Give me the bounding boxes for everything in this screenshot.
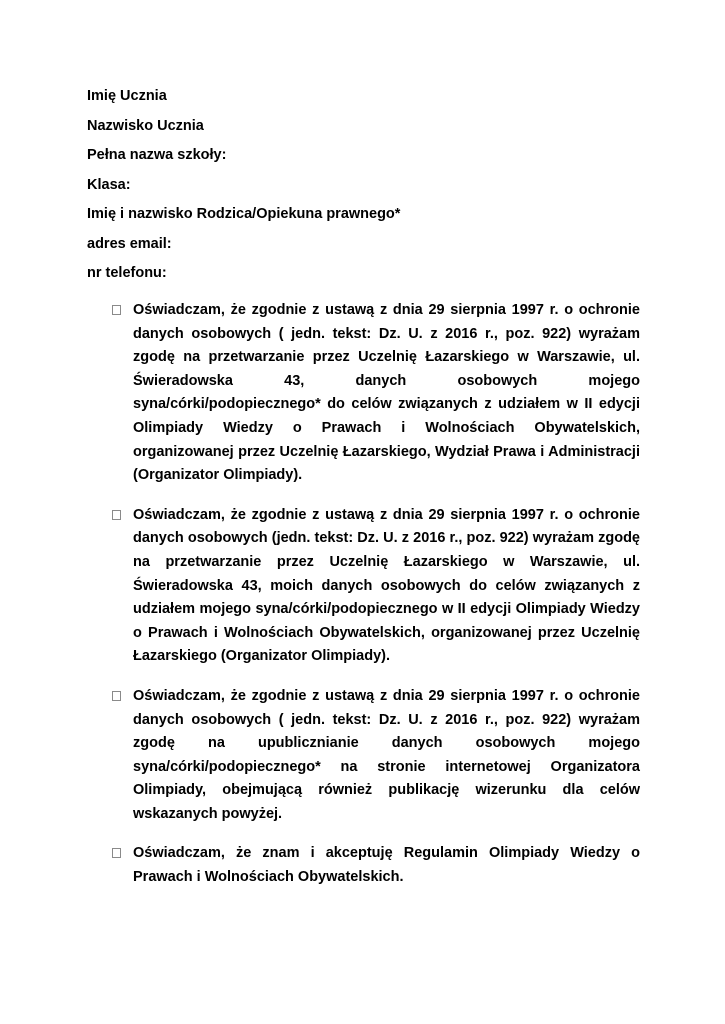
field-student-last-name: Nazwisko Ucznia xyxy=(87,117,204,134)
declaration-text: Oświadczam, że znam i akceptuję Regulamin Olimpiady Wiedzy o Prawach i Wolnościach Obywatelskich. xyxy=(133,845,640,886)
consent-declarations xyxy=(112,299,640,906)
field-email: adres email: xyxy=(87,235,172,252)
field-class: Klasa: xyxy=(87,176,131,193)
declaration-publication-consent xyxy=(112,685,640,827)
student-data-fields xyxy=(87,86,647,293)
field-school-name: Pełna nazwa szkoły: xyxy=(87,147,227,163)
field-phone: nr telefonu: xyxy=(87,265,167,281)
field-student-first-name: Imię Ucznia xyxy=(87,88,167,104)
declaration-text: Oświadczam, że zgodnie z ustawą z dnia 29 sierpnia 1997 r. o ochronie danych osobowych ( jedn. tekst: Dz. U. z 2016 r., poz. 922) wyrażam zgodę na przetwarzanie przez Uczelnię Łazarskiego w Warszawie, ul. Świeradowska 43, danych osobowych mojego syna/córki/podopiecznego* do celów związanych z udziałem w II edycji Olimpiady Wiedzy o Prawach i Wolnościach Obywatelskich, organizowanej przez Uczelnię Łazarskiego, Wydział Prawa i Administracji (Organizator Olimpiady). xyxy=(133,302,640,484)
field-parent-name: Imię i nazwisko Rodzica/Opiekuna prawnego* xyxy=(87,206,401,222)
declaration-rules-acceptance xyxy=(112,842,640,889)
checkbox-icon[interactable] xyxy=(112,848,121,858)
checkbox-icon[interactable] xyxy=(112,510,121,520)
declaration-text: Oświadczam, że zgodnie z ustawą z dnia 29 sierpnia 1997 r. o ochronie danych osobowych ( jedn. tekst: Dz. U. z 2016 r., poz. 922) wyrażam zgodę na upublicznianie danych osobowych mojego syna/córki/podopiecznego* na stronie internetowej Organizatora Olimpiady, obejmującą również publikację wizerunku dla celów wskazanych powyżej. xyxy=(133,687,640,822)
declaration-data-processing-parent xyxy=(112,504,640,669)
declaration-text: Oświadczam, że zgodnie z ustawą z dnia 29 sierpnia 1997 r. o ochronie danych osobowych (jedn. tekst: Dz. U. z 2016 r., poz. 922) wyrażam zgodę na przetwarzanie przez Uczelnię Łazarskiego w Warszawie, ul. Świeradowska 43, moich danych osobowych do celów związanych z udziałem mojego syna/córki/podopiecznego w II edycji Olimpiady Wiedzy o Prawach i Wolnościach Obywatelskich, organizowanej przez Uczelnię Łazarskiego (Organizator Olimpiady). xyxy=(133,506,640,665)
checkbox-icon[interactable] xyxy=(112,305,121,315)
checkbox-icon[interactable] xyxy=(112,691,121,701)
declaration-data-processing-child xyxy=(112,299,640,488)
